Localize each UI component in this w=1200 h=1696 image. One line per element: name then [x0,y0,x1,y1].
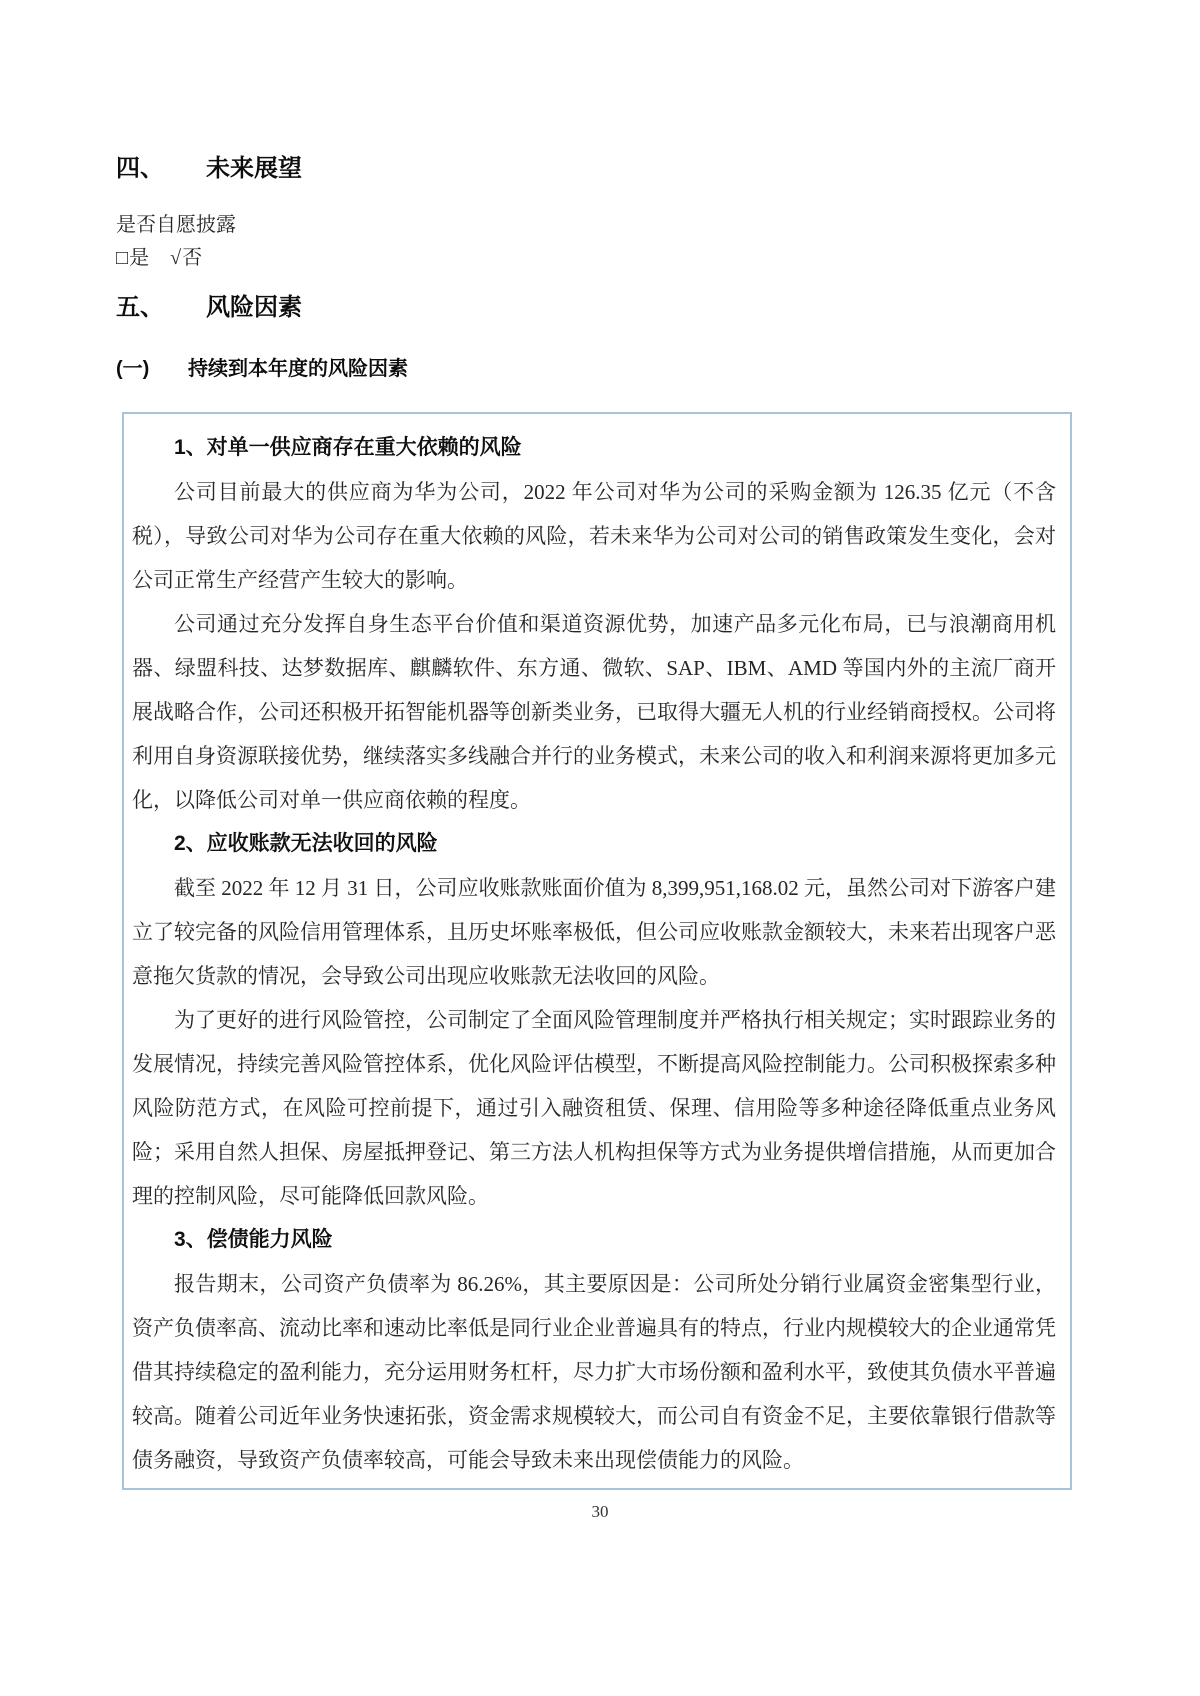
subsection-number: (一) [116,358,150,380]
risk-item-2-paragraph-1: 截至 2022 年 12 月 31 日，公司应收账款账面价值为 8,399,951,168.02 元，虽然公司对下游客户建立了较完备的风险信用管理体系，且历史坏账率极低，但公司应收账款金额较大，未来若出现客户恶意拖欠货款的情况，会导致公司出现应收账款无法收回的风险。 [132,876,1056,988]
risk-item-2-paragraph-2: 为了更好的进行风险管控，公司制定了全面风险管理制度并严格执行相关规定；实时跟踪业务的发展情况，持续完善风险管控体系，优化风险评估模型，不断提高风险控制能力。公司积极探索多种风险防范方式，在风险可控前提下，通过引入融资租赁、保理、信用险等多种途径降低重点业务风险；采用自然人担保、房屋抵押登记、第三方法人机构担保等方式为业务提供增信措施，从而更加合理的控制风险，尽可能降低回款风险。 [132,1008,1056,1208]
risk-item-1-paragraph-1: 公司目前最大的供应商为华为公司，2022 年公司对华为公司的采购金额为 126.35 亿元（不含税），导致公司对华为公司存在重大依赖的风险，若未来华为公司对公司的销售政策发生变化，会对公司正常生产经营产生较大的影响。 [132,480,1056,592]
section-heading-risk-factors [116,294,1084,322]
disclosure-options [116,246,1084,270]
risk-item-1-paragraph-2: 公司通过充分发挥自身生态平台价值和渠道资源优势，加速产品多元化布局，已与浪潮商用机器、绿盟科技、达梦数据库、麒麟软件、东方通、微软、SAP、IBM、AMD 等国内外的主流厂商开展战略合作，公司还积极开拓智能机器等创新类业务，已取得大疆无人机的行业经销商授权。公司将利用自身资源联接优势，继续落实多线融合并行的业务模式，未来公司的收入和利润来源将更加多元化，以降低公司对单一供应商依赖的程度。 [132,612,1056,812]
subsection-heading-ongoing-risks [116,358,1084,381]
section-heading-future-outlook [116,155,1084,183]
risk-factors-box [122,412,1072,1490]
checkbox-yes-option: □是 [116,247,151,269]
page-number: 30 [591,1502,609,1521]
risk-item-3-heading: 3、偿债能力风险 [174,1228,333,1251]
voluntary-disclosure-question: 是否自愿披露 [116,214,236,236]
section-number: 五、 [116,294,164,321]
risk-item-2-heading: 2、应收账款无法收回的风险 [174,832,438,855]
risk-item-1-heading: 1、对单一供应商存在重大依赖的风险 [174,436,522,459]
subsection-title: 持续到本年度的风险因素 [188,358,408,380]
section-title: 风险因素 [206,294,302,321]
section-number: 四、 [116,155,164,182]
risk-item-3-paragraph-1: 报告期末，公司资产负债率为 86.26%，其主要原因是：公司所处分销行业属资金密集型行业，资产负债率高、流动比率和速动比率低是同行业企业普遍具有的特点，行业内规模较大的企业通常凭借其持续稳定的盈利能力，充分运用财务杠杆，尽力扩大市场份额和盈利水平，致使其负债水平普遍较高。随着公司近年业务快速拓张，资金需求规模较大，而公司自有资金不足，主要依靠银行借款等债务融资，导致资产负债率较高，可能会导致未来出现偿债能力的风险。 [132,1272,1056,1472]
checkmark-no-option: √否 [170,247,204,269]
section-title: 未来展望 [206,155,302,182]
